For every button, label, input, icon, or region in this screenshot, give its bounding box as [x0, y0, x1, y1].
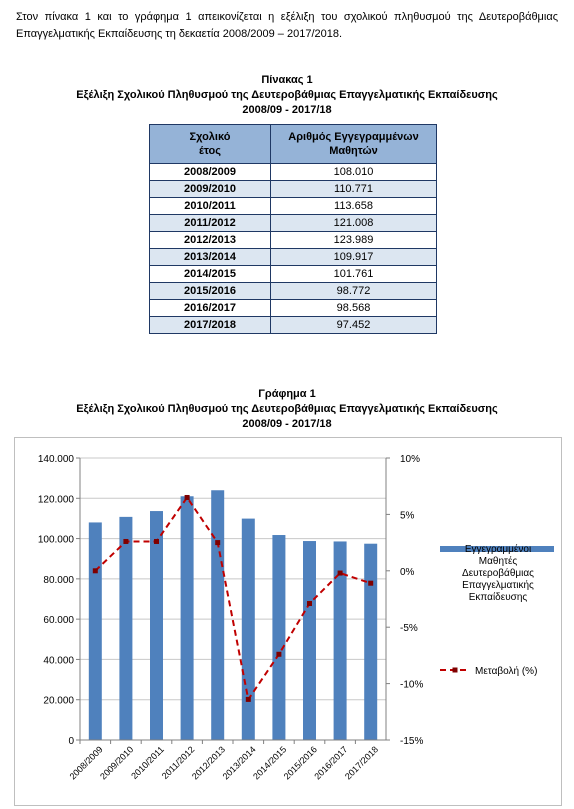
table-row	[150, 249, 437, 266]
bar	[89, 522, 102, 740]
bar	[364, 544, 377, 740]
cell-student-count: 98.772	[271, 283, 437, 300]
enrollment-chart	[15, 438, 561, 805]
x-axis-tick-label: 2009/2010	[98, 744, 136, 782]
legend-bar-label: Εγγεγραμμένοι Μαθητές Δευτεροβάθμιας Επαγγελματικής Εκπαίδευσης	[462, 544, 534, 603]
cell-student-count: 97.452	[271, 317, 437, 334]
bar	[150, 511, 163, 740]
intro-paragraph: Στον πίνακα 1 και το γράφημα 1 απεικονίζεται η εξέλιξη του σχολικού πληθυσμού της Δευτεροβάθμιας Επαγγελματικής Εκπαίδευσης τη δεκαετία 2008/2009 – 2017/2018.	[16, 11, 558, 40]
header-school-year: Σχολικό έτος	[150, 125, 271, 164]
legend-line-marker	[453, 668, 458, 673]
cell-school-year: 2014/2015	[150, 266, 271, 283]
cell-student-count: 110.771	[271, 181, 437, 198]
change-point	[123, 539, 128, 544]
table-caption	[0, 73, 574, 118]
change-point	[307, 601, 312, 606]
chart-caption-period: 2008/09 - 2017/18	[242, 418, 332, 430]
cell-student-count: 123.989	[271, 232, 437, 249]
right-axis-tick-label: -10%	[400, 679, 424, 691]
bar	[119, 517, 132, 740]
x-axis-tick-label: 2008/2009	[67, 744, 105, 782]
cell-student-count: 98.568	[271, 300, 437, 317]
table-row	[150, 232, 437, 249]
table-row	[150, 198, 437, 215]
cell-student-count: 109.917	[271, 249, 437, 266]
bar	[181, 496, 194, 740]
change-point	[154, 539, 159, 544]
left-axis-tick-label: 40.000	[43, 655, 74, 667]
table-row	[150, 215, 437, 232]
x-axis-tick-label: 2012/2013	[189, 744, 228, 782]
bar	[272, 535, 285, 740]
table-row	[150, 164, 437, 181]
right-axis-tick-label: 0%	[400, 566, 415, 578]
table-row	[150, 300, 437, 317]
change-point	[93, 568, 98, 573]
bar	[303, 541, 316, 740]
x-axis-tick-label: 2017/2018	[342, 744, 381, 782]
cell-school-year: 2016/2017	[150, 300, 271, 317]
x-axis-tick-label: 2016/2017	[312, 744, 350, 782]
x-axis-tick-label: 2011/2012	[159, 744, 197, 782]
chart-caption-number: Γράφημα 1	[258, 388, 316, 400]
x-axis-tick-label: 2015/2016	[281, 744, 319, 782]
x-axis-tick-label: 2010/2011	[129, 744, 166, 782]
cell-school-year: 2017/2018	[150, 317, 271, 334]
cell-school-year: 2011/2012	[150, 215, 271, 232]
cell-student-count: 108.010	[271, 164, 437, 181]
right-axis-tick-label: 10%	[400, 454, 421, 465]
cell-school-year: 2012/2013	[150, 232, 271, 249]
cell-student-count: 113.658	[271, 198, 437, 215]
cell-student-count: 101.761	[271, 266, 437, 283]
cell-school-year: 2008/2009	[150, 164, 271, 181]
table-row	[150, 266, 437, 283]
change-point	[246, 697, 251, 702]
change-point	[338, 571, 343, 576]
left-axis-tick-label: 80.000	[43, 574, 74, 586]
change-point	[185, 495, 190, 500]
x-axis-tick-label: 2013/2014	[220, 744, 258, 782]
change-point	[276, 652, 281, 657]
table-row	[150, 181, 437, 198]
cell-school-year: 2013/2014	[150, 249, 271, 266]
change-point	[368, 581, 373, 586]
table-row	[150, 317, 437, 334]
left-axis-tick-label: 0	[68, 736, 74, 747]
left-axis-tick-label: 60.000	[43, 615, 74, 627]
left-axis-tick-label: 100.000	[37, 534, 74, 546]
table-caption-number: Πίνακας 1	[261, 74, 313, 86]
right-axis-tick-label: 5%	[400, 510, 415, 522]
left-axis-tick-label: 120.000	[37, 494, 74, 506]
legend-line-label: Μεταβολή (%)	[475, 666, 538, 677]
cell-school-year: 2009/2010	[150, 181, 271, 198]
chart-frame	[14, 437, 562, 806]
bar	[242, 519, 255, 740]
table-caption-period: 2008/09 - 2017/18	[242, 104, 332, 116]
cell-school-year: 2010/2011	[150, 198, 271, 215]
right-axis-tick-label: -5%	[400, 623, 418, 635]
x-axis-tick-label: 2014/2015	[251, 744, 289, 782]
table-caption-title: Εξέλιξη Σχολικού Πληθυσμού της Δευτεροβάθμιας Επαγγελματικής Εκπαίδευσης	[76, 89, 498, 101]
change-line	[95, 497, 370, 699]
left-axis-tick-label: 20.000	[43, 695, 74, 707]
cell-student-count: 121.008	[271, 215, 437, 232]
chart-caption-title: Εξέλιξη Σχολικού Πληθυσμού της Δευτεροβάθμιας Επαγγελματικής Εκπαίδευσης	[76, 403, 498, 415]
chart-caption	[0, 387, 574, 432]
cell-school-year: 2015/2016	[150, 283, 271, 300]
header-student-count: Αριθμός Εγγεγραμμένων Μαθητών	[271, 125, 437, 164]
right-axis-tick-label: -15%	[400, 736, 424, 747]
table-row	[150, 283, 437, 300]
change-point	[215, 540, 220, 545]
bar	[211, 490, 224, 740]
enrollment-table	[149, 124, 437, 334]
left-axis-tick-label: 140.000	[37, 454, 74, 465]
table-header-row	[150, 125, 437, 164]
